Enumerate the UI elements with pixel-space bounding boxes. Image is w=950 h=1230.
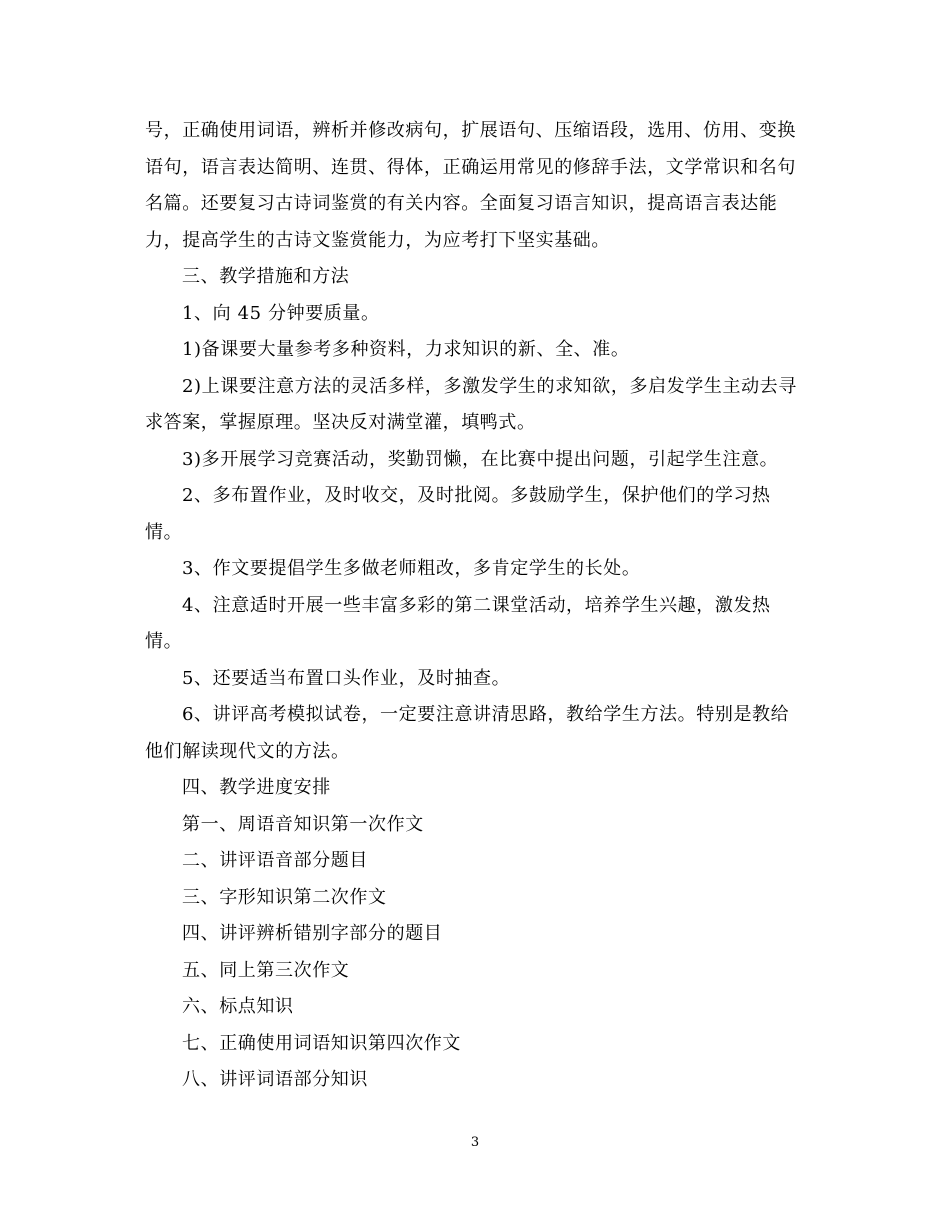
section-heading-teaching-measures: 三、教学措施和方法 [182,266,350,287]
schedule-item-8: 八、讲评词语部分知识 [182,1069,368,1090]
list-item-measure-6: 6、讲评高考模拟试卷，一定要注意讲清思路，教给学生方法。特别是教给他们解读现代文的方法。 [145,704,790,762]
list-item-measure-5: 5、还要适当布置口头作业，及时抽查。 [182,667,511,689]
schedule-item-6: 六、标点知识 [182,996,294,1017]
schedule-item-2: 二、讲评语音部分题目 [182,850,368,871]
list-subitem-2: 2)上课要注意方法的灵活多样，多激发学生的求知欲，多启发学生主动去寻求答案，掌握原理。坚决反对满堂灌，填鸭式。 [145,375,797,433]
schedule-item-7: 七、正确使用词语知识第四次作文 [182,1032,461,1054]
page-number: 3 [470,1135,480,1150]
paragraph-continuation: 号，正确使用词语，辨析并修改病句，扩展语句、压缩语段，选用、仿用、变换语句，语言表达简明、连贯、得体，正确运用常见的修辞手法，文学常识和名句名篇。还要复习古诗词鉴赏的有关内容。全面复习语言知识，提高语言表达能力，提高学生的古诗文鉴赏能力，为应考打下坚实基础。 [145,120,796,251]
section-heading-schedule: 四、教学进度安排 [182,777,331,798]
list-item-measure-1: 1、向 45 分钟要质量。 [182,302,380,324]
list-item-measure-4: 4、注意适时开展一些丰富多彩的第二课堂活动，培养学生兴趣，激发热情。 [145,594,771,652]
schedule-item-5: 五、同上第三次作文 [182,959,350,981]
list-item-measure-3: 3、作文要提倡学生多做老师粗改，多肯定学生的长处。 [182,558,641,579]
schedule-item-4: 四、讲评辨析错别字部分的题目 [182,923,443,944]
document-body [145,113,805,1099]
list-subitem-3: 3)多开展学习竞赛活动，奖勤罚懒，在比赛中提出问题，引起学生注意。 [182,448,779,470]
schedule-item-3: 三、字形知识第二次作文 [182,886,387,908]
schedule-item-1: 第一、周语音知识第一次作文 [182,813,424,835]
list-subitem-1: 1)备课要大量参考多种资料，力求知识的新、全、准。 [182,339,630,360]
list-item-measure-2: 2、多布置作业，及时收交，及时批阅。多鼓励学生，保护他们的学习热情。 [145,485,771,543]
